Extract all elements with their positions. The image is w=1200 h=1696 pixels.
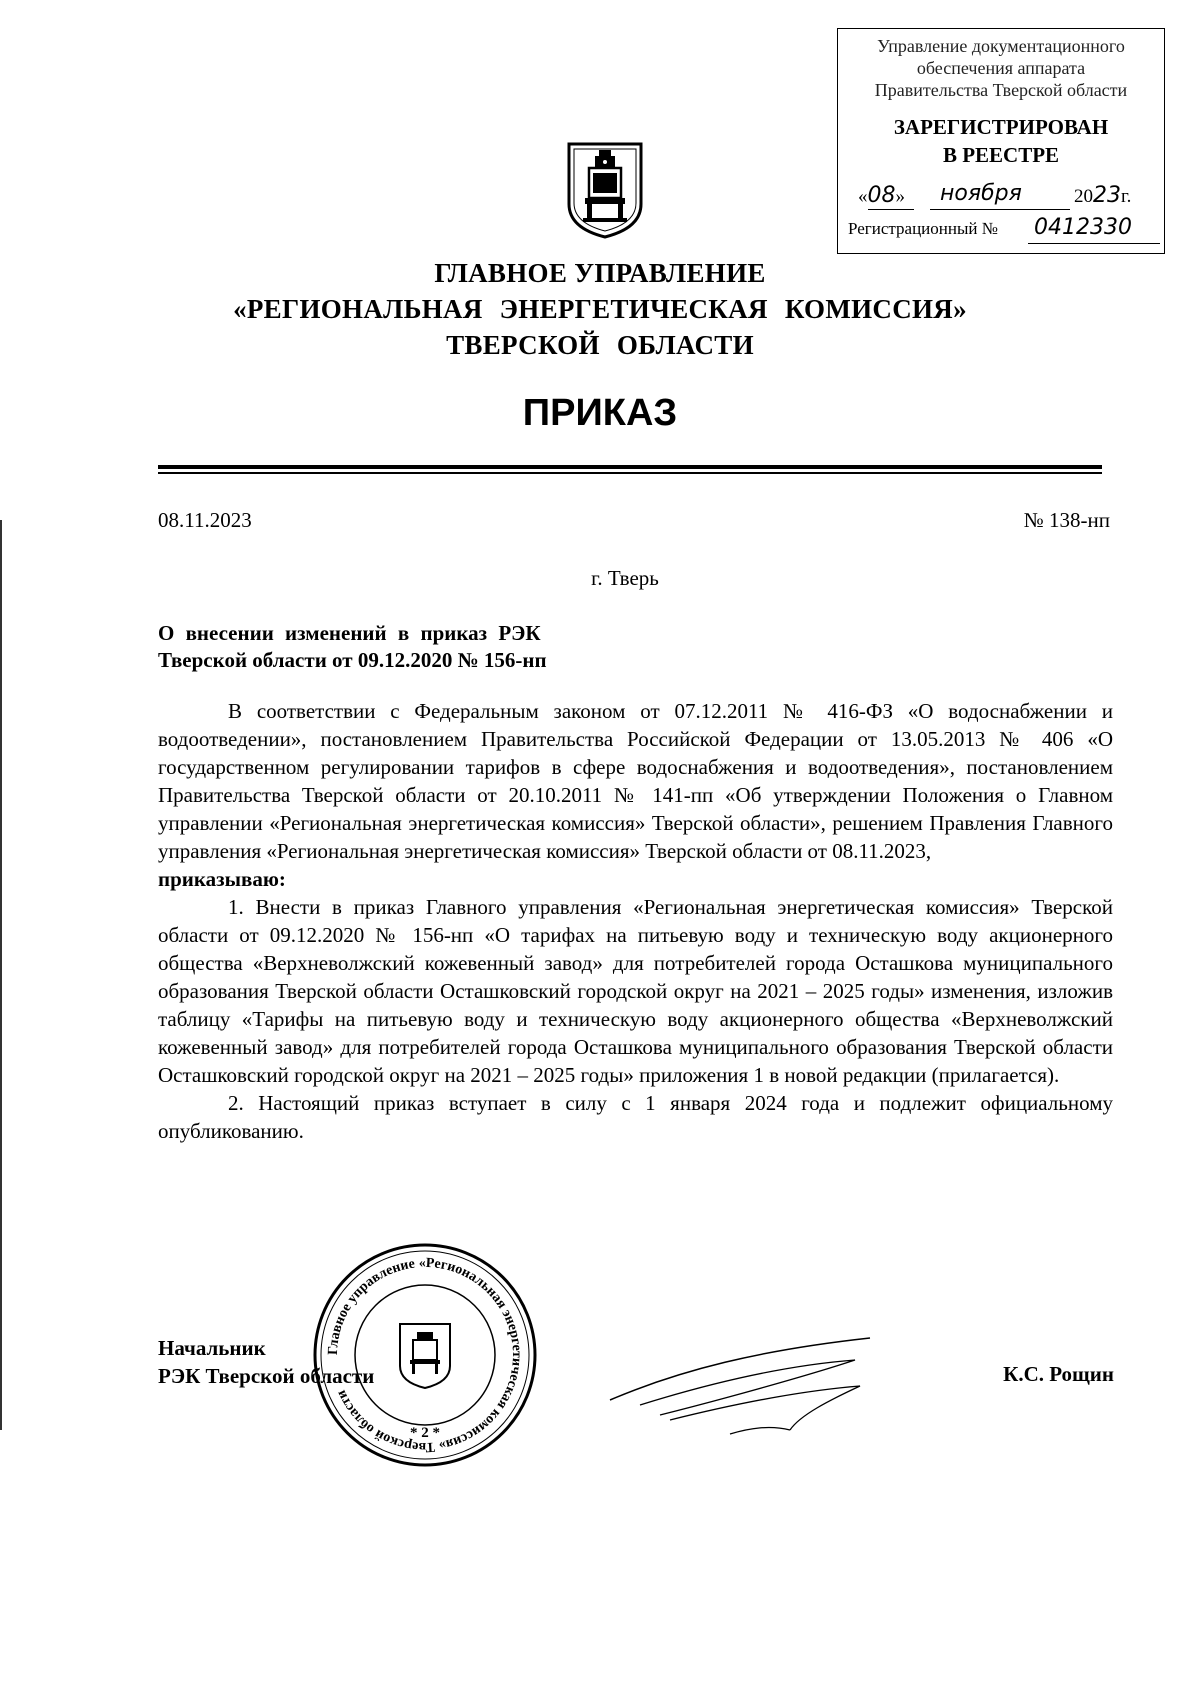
order-item-1: 1. Внести в приказ Главного управления «Региональная энергетическая комиссия» Тверской области от 09.12.2020 № 156-нп «О тарифах на питьевую воду и техническую воду акционерного общества «Верхневолжский кожевенный завод» для потребителей города Осташкова муниципального образования Тверской области Осташковский городской округ на 2021 – 2025 годы» изменения, изложив таблицу «Тарифы на питьевую воду и техническую воду акционерного общества «Верхневолжский кожевенный завод» для потребителей города Осташкова муниципального образования Тверской области Осташковский городской округ на 2021 – 2025 годы» приложения 1 в новой редакции (прилагается). — [158, 895, 1113, 1087]
document-number: № 138-нп — [1023, 508, 1110, 532]
seal-ring-text: Главное управление «Региональная энергетическая комиссия» Тверской области — [325, 1255, 525, 1455]
header-divider-thin — [158, 472, 1102, 474]
official-seal-icon — [310, 1240, 540, 1470]
organization-header: ГЛАВНОЕ УПРАВЛЕНИЕ «РЕГИОНАЛЬНАЯ ЭНЕРГЕТИЧЕСКАЯ КОМИССИЯ» ТВЕРСКОЙ ОБЛАСТИ — [233, 258, 967, 360]
stamp-title: ЗАРЕГИСТРИРОВАН В РЕЕСТРЕ — [893, 115, 1109, 167]
stamp-reg-number-line — [848, 215, 1158, 249]
document-type-title: ПРИКАЗ — [522, 392, 678, 434]
handwritten-signature — [600, 1330, 890, 1440]
stamp-date-year: 2023г. — [1074, 183, 1132, 208]
preamble-paragraph: В соответствии с Федеральным законом от 07.12.2011 № 416-ФЗ «О водоснабжении и водоотведении», постановлением Правительства Российской Федерации от 13.05.2013 № 406 «О государственном регулировании тарифов в сфере водоснабжения и водоотведения», постановлением Правительства Тверской области от 20.10.2011 № 141-пп «Об утверждении Положения о Главном управлении «Региональная энергетическая комиссия» Тверской области», решением Правления Главного управления «Региональная энергетическая комиссия» Тверской области от 08.11.2023, — [158, 699, 1113, 863]
order-item-2: 2. Настоящий приказ вступает в силу с 1 января 2024 года и подлежит официальному опубликованию. — [158, 1091, 1113, 1143]
document-date: 08.11.2023 — [158, 508, 252, 532]
document-subject: О внесении изменений в приказ РЭК Тверской области от 09.12.2020 № 156-нп — [158, 621, 547, 672]
stamp-date-day: «08» — [858, 183, 905, 208]
header-divider — [158, 465, 1102, 469]
stamp-date-month: ноября — [940, 181, 1022, 206]
stamp-reg-number: 0412330 — [1034, 215, 1132, 240]
signatory-name: К.С. Рощин — [1003, 1362, 1114, 1386]
document-body — [158, 697, 1113, 1145]
signatory-title: Начальник РЭК Тверской области — [158, 1336, 375, 1388]
order-word: приказываю: — [158, 867, 286, 891]
stamp-reg-label: Регистрационный № — [848, 219, 998, 238]
registration-stamp — [837, 28, 1165, 254]
seal-number: * 2 * — [410, 1425, 440, 1441]
stamp-date-line — [848, 175, 1158, 213]
stamp-department: Управление документационного обеспечения аппарата Правительства Тверской области — [874, 36, 1128, 100]
document-city: г. Тверь — [591, 566, 659, 590]
coat-of-arms-icon — [565, 140, 645, 240]
scan-edge-mark — [0, 520, 2, 1430]
